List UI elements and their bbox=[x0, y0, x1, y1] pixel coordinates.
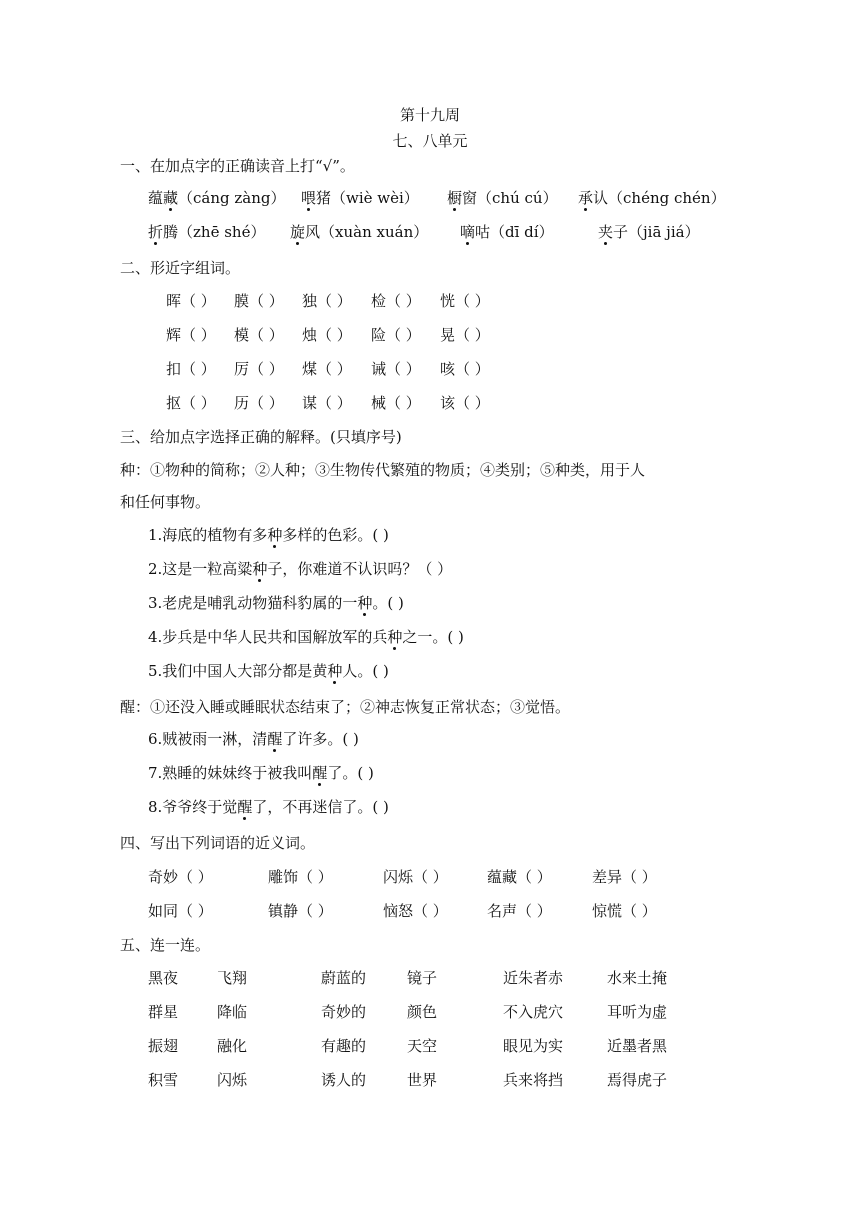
word-item: 抠（ ） bbox=[166, 394, 216, 412]
synonym-item: 雕饰（ ） bbox=[268, 868, 333, 886]
synonym-item: 闪烁（ ） bbox=[383, 868, 448, 886]
page-title: 第十九周 bbox=[399, 106, 460, 124]
pinyin-item: 喂猪（wiè wèi） bbox=[301, 189, 419, 207]
section-5-heading: 五、连一连。 bbox=[120, 936, 211, 954]
pinyin-item: 承认（chéng chén） bbox=[578, 189, 726, 207]
match-word: 不入虎穴 bbox=[503, 1003, 564, 1021]
synonym-item: 蕴藏（ ） bbox=[487, 868, 552, 886]
synonym-item: 镇静（ ） bbox=[268, 902, 333, 920]
match-word: 振翅 bbox=[148, 1037, 179, 1055]
question-item: 6.贼被雨一淋，清醒了许多。( ) bbox=[148, 730, 359, 748]
match-word: 黑夜 bbox=[148, 969, 179, 987]
match-word: 眼见为实 bbox=[503, 1037, 564, 1055]
pinyin-item: 嘀咕（dī dí） bbox=[460, 223, 554, 241]
word-item: 咳（ ） bbox=[440, 360, 490, 378]
pinyin-item: 折腾（zhē shé） bbox=[148, 223, 266, 241]
word-item: 厉（ ） bbox=[234, 360, 284, 378]
match-word: 耳听为虚 bbox=[607, 1003, 668, 1021]
word-item: 模（ ） bbox=[234, 326, 284, 344]
match-word: 颜色 bbox=[407, 1003, 438, 1021]
question-item: 3.老虎是哺乳动物猫科豹属的一种。( ) bbox=[148, 594, 404, 612]
question-item: 7.熟睡的妹妹终于被我叫醒了。( ) bbox=[148, 764, 374, 782]
word-item: 险（ ） bbox=[371, 326, 421, 344]
match-word: 融化 bbox=[217, 1037, 248, 1055]
section-4-heading: 四、写出下列词语的近义词。 bbox=[120, 834, 316, 852]
match-word: 降临 bbox=[217, 1003, 248, 1021]
question-item: 2.这是一粒高粱种子，你难道不认识吗？（ ） bbox=[148, 560, 453, 578]
synonym-item: 奇妙（ ） bbox=[148, 868, 213, 886]
pinyin-item: 蕴藏（cáng zàng） bbox=[148, 189, 286, 207]
pinyin-item: 旋风（xuàn xuán） bbox=[290, 223, 429, 241]
word-item: 煤（ ） bbox=[302, 360, 352, 378]
word-item: 膜（ ） bbox=[234, 292, 284, 310]
question-item: 8.爷爷终于觉醒了，不再迷信了。( ) bbox=[148, 798, 389, 816]
word-item: 诫（ ） bbox=[371, 360, 421, 378]
section-2-heading: 二、形近字组词。 bbox=[120, 259, 241, 277]
match-word: 世界 bbox=[407, 1071, 438, 1089]
synonym-item: 名声（ ） bbox=[487, 902, 552, 920]
definition-zhong: 种：①物种的简称；②人种；③生物传代繁殖的物质；④类别；⑤种类，用于人 bbox=[120, 461, 646, 479]
match-word: 有趣的 bbox=[321, 1037, 367, 1055]
match-word: 飞翔 bbox=[217, 969, 248, 987]
match-word: 镜子 bbox=[407, 969, 438, 987]
question-item: 5.我们中国人大部分都是黄种人。( ) bbox=[148, 662, 389, 680]
match-word: 群星 bbox=[148, 1003, 179, 1021]
word-item: 恍（ ） bbox=[440, 292, 490, 310]
section-3-heading: 三、给加点字选择正确的解释。(只填序号) bbox=[120, 428, 402, 446]
match-word: 蔚蓝的 bbox=[321, 969, 367, 987]
definition-xing: 醒：①还没入睡或睡眠状态结束了；②神志恢复正常状态；③觉悟。 bbox=[120, 698, 571, 716]
word-item: 谋（ ） bbox=[302, 394, 352, 412]
word-item: 械（ ） bbox=[371, 394, 421, 412]
question-item: 4.步兵是中华人民共和国解放军的兵种之一。( ) bbox=[148, 628, 464, 646]
word-item: 晖（ ） bbox=[166, 292, 216, 310]
match-word: 闪烁 bbox=[217, 1071, 248, 1089]
synonym-item: 惊慌（ ） bbox=[592, 902, 657, 920]
synonym-item: 恼怒（ ） bbox=[383, 902, 448, 920]
match-word: 焉得虎子 bbox=[607, 1071, 668, 1089]
match-word: 近朱者赤 bbox=[503, 969, 564, 987]
match-word: 积雪 bbox=[148, 1071, 179, 1089]
section-1-heading: 一、在加点字的正确读音上打“√”。 bbox=[120, 157, 355, 175]
word-item: 历（ ） bbox=[234, 394, 284, 412]
match-word: 近墨者黑 bbox=[607, 1037, 668, 1055]
word-item: 扣（ ） bbox=[166, 360, 216, 378]
word-item: 烛（ ） bbox=[302, 326, 352, 344]
word-item: 辉（ ） bbox=[166, 326, 216, 344]
definition-zhong-cont: 和任何事物。 bbox=[120, 493, 211, 511]
match-word: 天空 bbox=[407, 1037, 438, 1055]
pinyin-item: 橱窗（chú cú） bbox=[447, 189, 558, 207]
word-item: 晃（ ） bbox=[440, 326, 490, 344]
match-word: 水来土掩 bbox=[607, 969, 668, 987]
match-word: 兵来将挡 bbox=[503, 1071, 564, 1089]
word-item: 独（ ） bbox=[302, 292, 352, 310]
match-word: 奇妙的 bbox=[321, 1003, 367, 1021]
question-item: 1.海底的植物有多种多样的色彩。( ) bbox=[148, 526, 389, 544]
synonym-item: 如同（ ） bbox=[148, 902, 213, 920]
match-word: 诱人的 bbox=[321, 1071, 367, 1089]
pinyin-item: 夹子（jiā jiá） bbox=[598, 223, 700, 241]
page-subtitle: 七、八单元 bbox=[392, 132, 468, 150]
word-item: 该（ ） bbox=[440, 394, 490, 412]
word-item: 检（ ） bbox=[371, 292, 421, 310]
synonym-item: 差异（ ） bbox=[592, 868, 657, 886]
